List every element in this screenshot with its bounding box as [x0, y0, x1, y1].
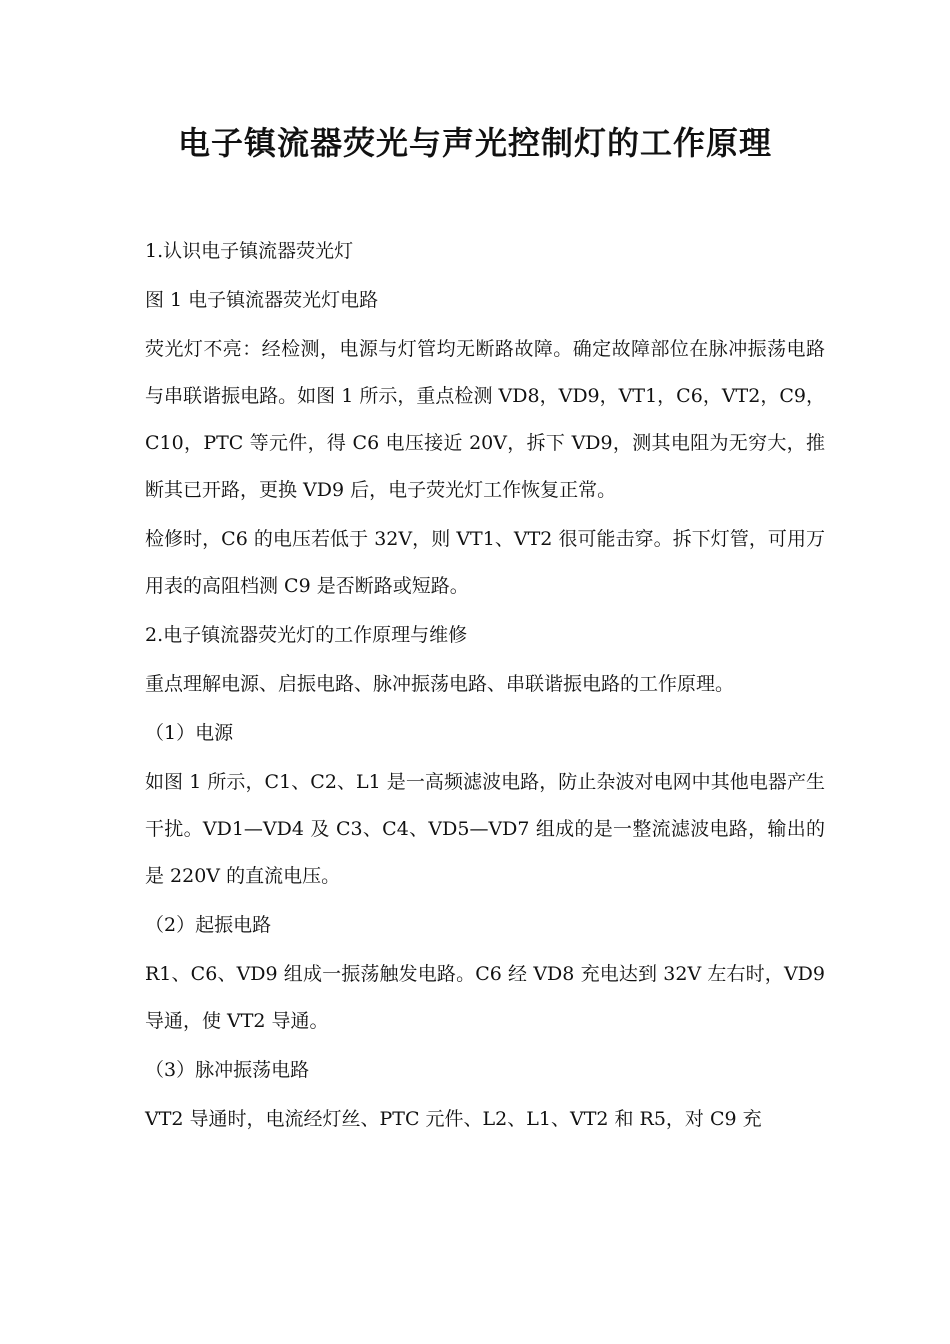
paragraph-pulse-oscillation: VT2 导通时，电流经灯丝、PTC 元件、L2、L1、VT2 和 R5，对 C9 充 — [145, 1108, 762, 1130]
paragraph-start-circuit: R1、C6、VD9 组成一振荡触发电路。C6 经 VD8 充电达到 32V 左右时，VD9 导通，使 VT2 导通。 — [145, 963, 825, 1032]
document-title: 电子镇流器荧光与声光控制灯的工作原理 — [177, 124, 772, 162]
subheading-pulse-oscillation: （3）脉冲振荡电路 — [145, 1059, 310, 1081]
paragraph-power-supply: 如图 1 所示，C1、C2、L1 是一高频滤波电路，防止杂波对电网中其他电器产生干扰。VD1—VD4 及 C3、C4、VD5—VD7 组成的是一整流滤波电路，输出的是 220V 的直流电压。 — [145, 771, 825, 887]
subheading-power-supply: （1）电源 — [145, 722, 234, 744]
document-body — [145, 228, 825, 1145]
paragraph-key-principles: 重点理解电源、启振电路、脉冲振荡电路、串联谐振电路的工作原理。 — [145, 673, 735, 695]
paragraph-maintenance-check: 检修时，C6 的电压若低于 32V，则 VT1、VT2 很可能击穿。拆下灯管，可用万用表的高阻档测 C9 是否断路或短路。 — [145, 528, 825, 597]
paragraph-fault-diagnosis: 荧光灯不亮：经检测，电源与灯管均无断路故障。确定故障部位在脉冲振荡电路与串联谐振电路。如图 1 所示，重点检测 VD8，VD9，VT1，C6，VT2，C9，C10，PTC 等元件，得 C6 电压接近 20V，拆下 VD9，测其电阻为无穷大，推断其已开路，更换 VD9 后，电子荧光灯工作恢复正常。 — [145, 338, 825, 501]
section-heading-1: 1.认识电子镇流器荧光灯 — [145, 240, 354, 262]
figure-caption: 图 1 电子镇流器荧光灯电路 — [145, 289, 379, 311]
section-heading-2: 2.电子镇流器荧光灯的工作原理与维修 — [145, 624, 468, 646]
subheading-start-circuit: （2）起振电路 — [145, 914, 272, 936]
